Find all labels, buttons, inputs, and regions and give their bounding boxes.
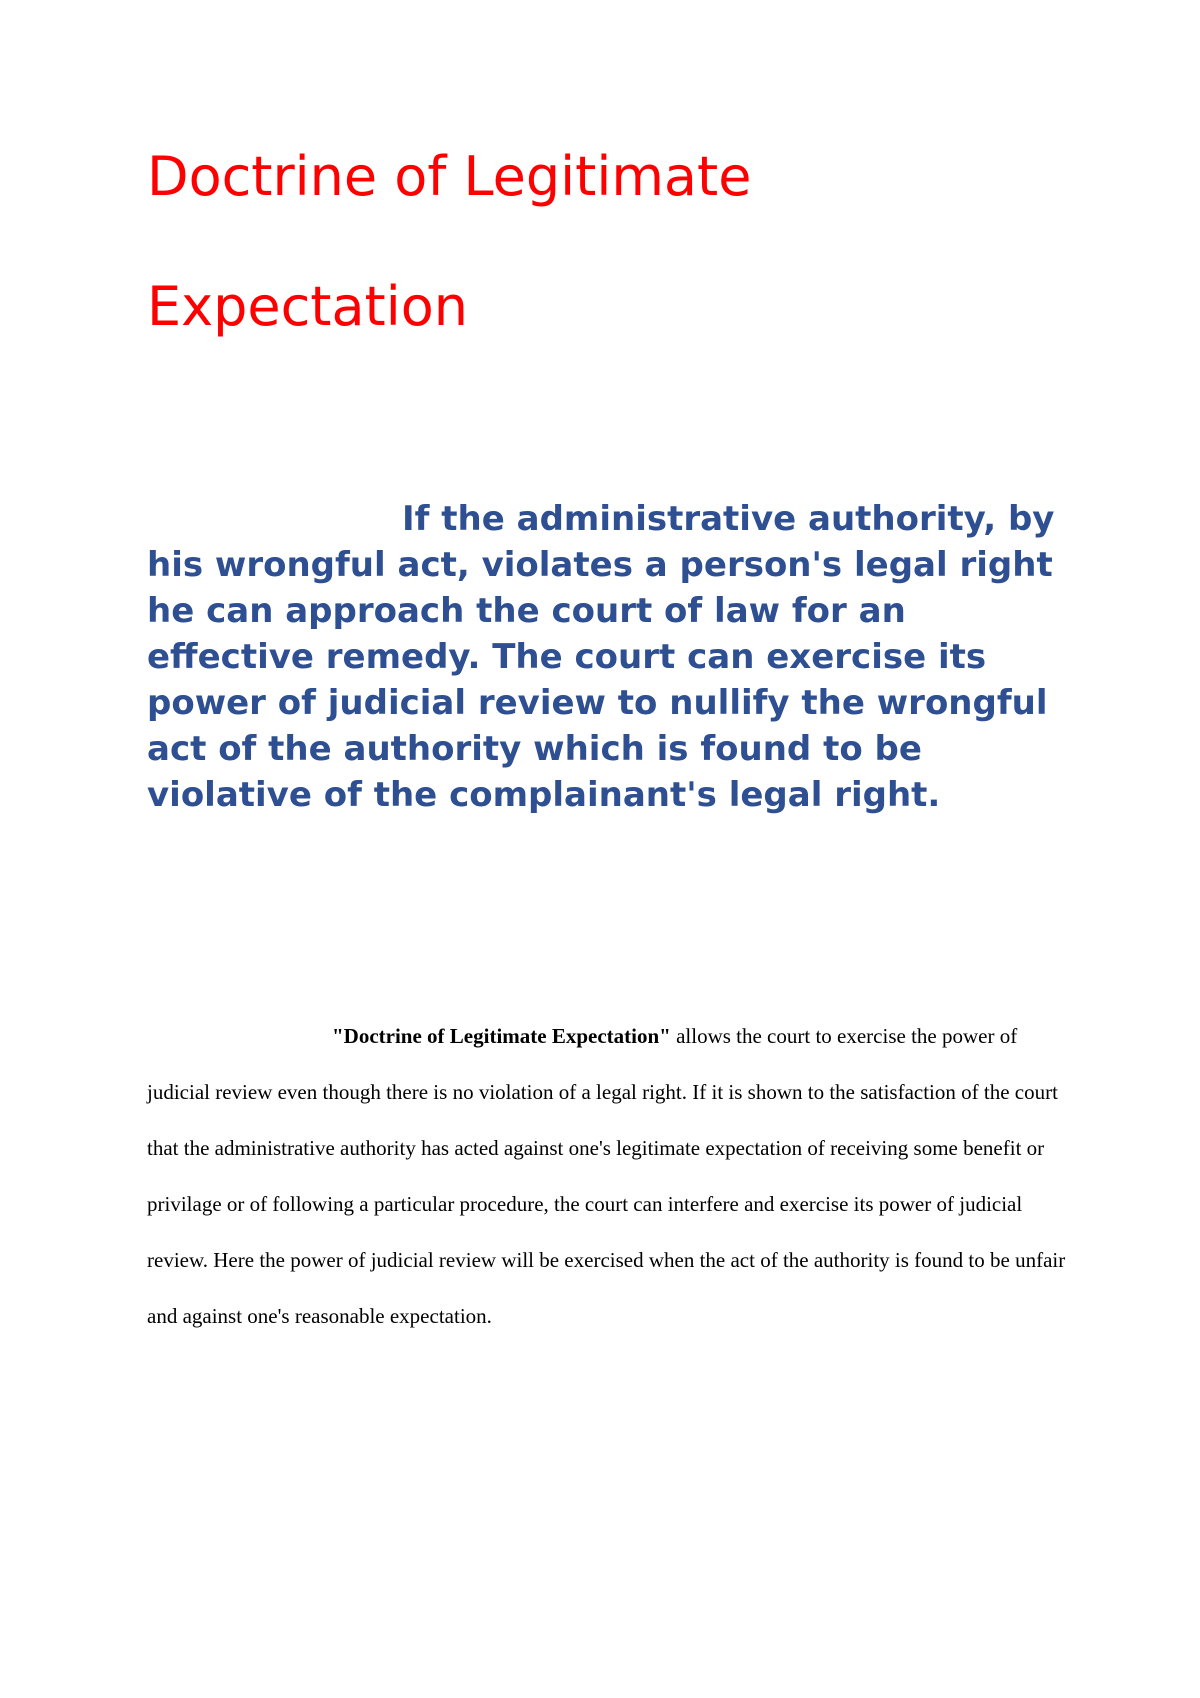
quoted-term: "Doctrine of Legitimate Expectation" xyxy=(332,1024,671,1048)
lead-paragraph: If the administrative authority, by his wrongful act, violates a person's legal right he can approach the court of law for an effective remedy. The court can exercise its power of judicial review to nullify the wrongful act of the authority which is found to be violative of the complainant's legal right. xyxy=(147,499,1055,815)
body-paragraph-text: allows the court to exercise the power of judicial review even though there is no violation of a legal right. If it is shown to the satisfaction of the court that the administrative authority has acted against one's legitimate expectation of receiving some benefit or privilage or of following a particular procedure, the court can interfere and exercise its power of judicial review. Here the power of judicial review will be exercised when the act of the authority is found to be unfair and against one's reasonable expectation. xyxy=(147,1024,1066,1328)
document-title-line-2: Expectation xyxy=(147,275,468,338)
document-title-line-1: Doctrine of Legitimate xyxy=(147,145,752,208)
body-paragraph xyxy=(147,1008,1077,1344)
